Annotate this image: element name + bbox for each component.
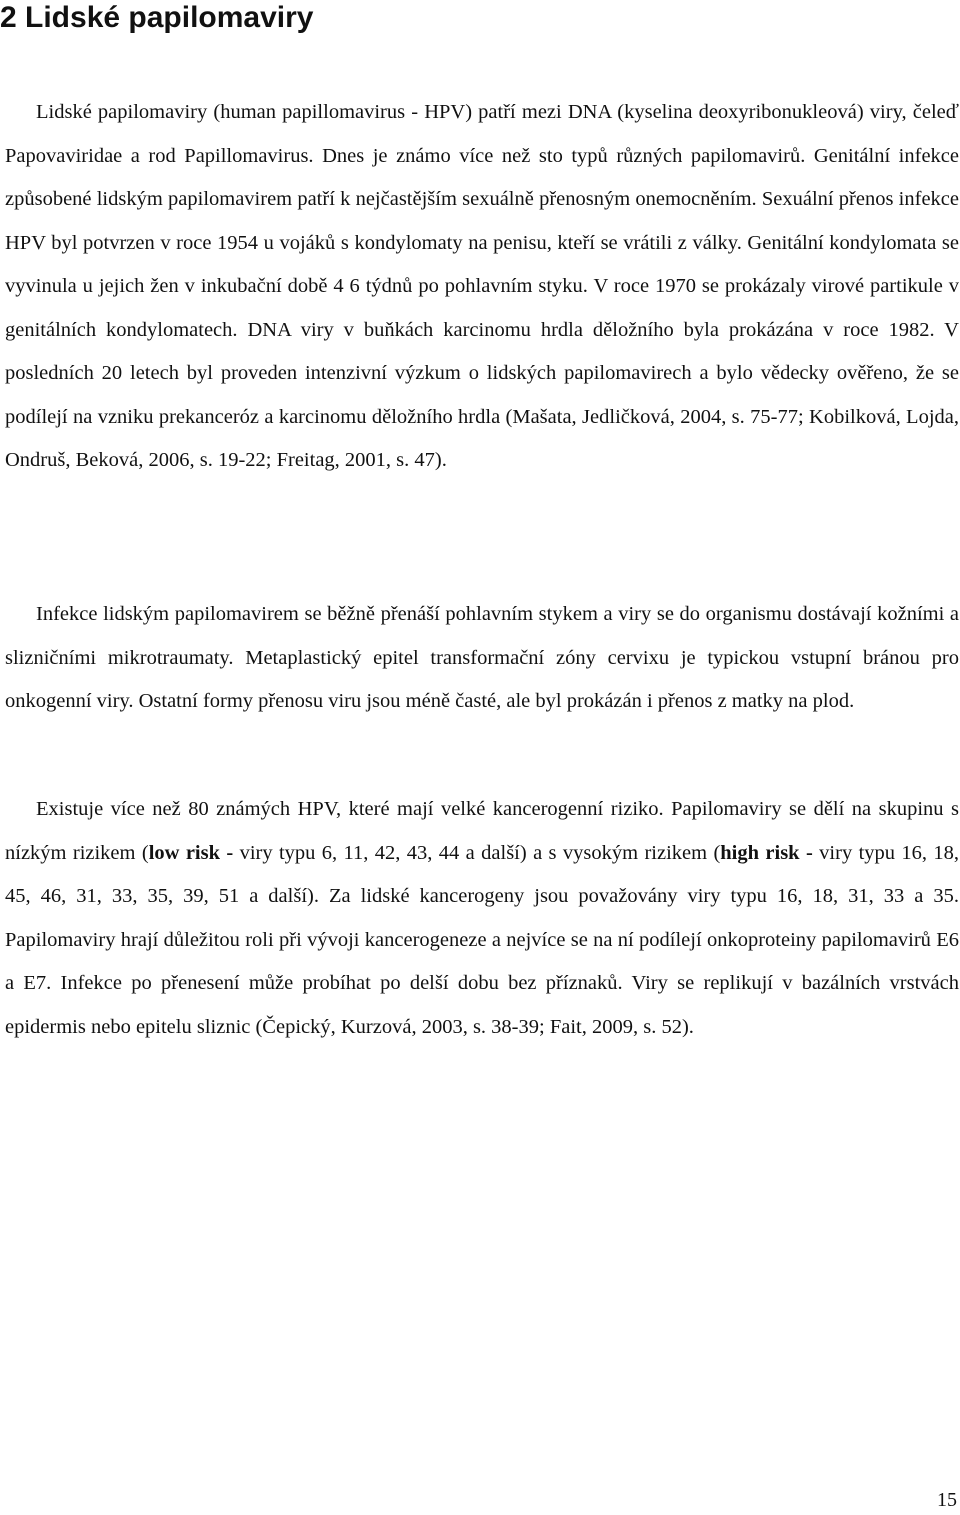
paragraph-text: viry typu 16, 18, 45, 46, 31, 33, 35, 39, 51 a další). Za lidské kancerogeny jsou považovány viry typu 16, 18, 31, 33 a 35. Papilomaviry hrají důležitou roli při vývoji kancerogeneze a nejvíce se na ní podílejí onkoproteiny papilomavirů E6 a E7. Infekce po přenesení může probíhat po delší dobu bez příznaků. Viry se replikují v bazálních vrstvách epidermis nebo epitelu sliznic (Čepický, Kurzová, 2003, s. 38-39; Fait, 2009, s. 52). [5,841,960,1038]
paragraph-hpv-intro: Lidské papilomaviry (human papillomavirus - HPV) patří mezi DNA (kyselina deoxyribonukleová) viry, čeleď Papovaviridae a rod Papillomavirus. Dnes je známo více než sto typů různých papilomavirů. Genitální infekce způsobené lidským papilomavirem patří k nejčastějším sexuálně přenosným onemocněním. Sexuální přenos infekce HPV byl potvrzen v roce 1954 u vojáků s kondylomaty na penisu, kteří se vrátili z války. Genitální kondylomata se vyvinula u jejich žen v inkubační době 4 6 týdnů po pohlavním styku. V roce 1970 se prokázaly virové partikule v genitálních kondylomatech. DNA viry v buňkách karcinomu hrdla děložního byla prokázána v roce 1982. V posledních 20 letech byl proveden intenzivní výzkum o lidských papilomavirech a bylo vědecky ověřeno, že se podílejí na vzniku prekanceróz a karcinomu děložního hrdla (Mašata, Jedličková, 2004, s. 75-77; Kobilková, Lojda, Ondruš, Beková, 2006, s. 19-22; Freitag, 2001, s. 47). [5,101,959,471]
high-risk-term: high risk - [720,841,813,864]
paragraph-risk-types [5,788,959,1049]
low-risk-term: low risk - [148,841,234,864]
paragraph-text: Existuje více než 80 známých HPV, které mají velké kancerogenní riziko. Papilomaviry se dělí na skupinu s nízkým rizikem ( [5,798,959,864]
page-number: 15 [937,1489,957,1511]
paragraph-text: viry typu 6, 11, 42, 43, 44 a další) a s vysokým rizikem ( [233,841,721,864]
paragraph-transmission: Infekce lidským papilomavirem se běžně přenáší pohlavním stykem a viry se do organismu dostávají kožními a slizničními mikrotraumaty. Metaplastický epitel transformační zóny cervixu je typickou vstupní bránou pro onkogenní viry. Ostatní formy přenosu viru jsou méně časté, ale byl prokázán i přenos z matky na plod. [5,603,959,712]
chapter-heading: 2 Lidské papilomaviry [0,1,314,34]
